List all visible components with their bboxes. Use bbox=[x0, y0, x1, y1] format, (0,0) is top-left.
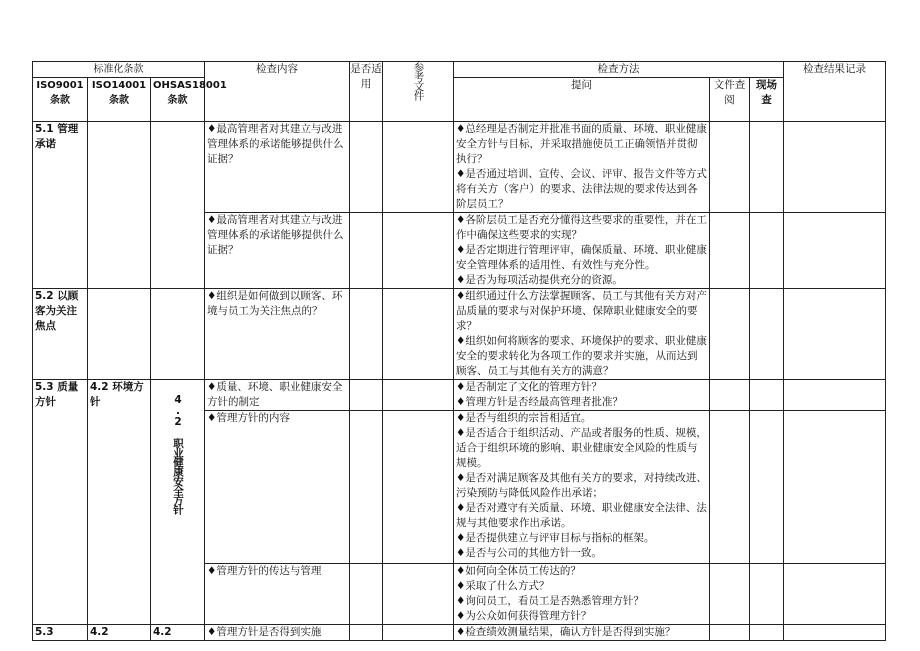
ref-doc-cell bbox=[383, 625, 454, 641]
question-item: ♦询问员工，看员工是否熟悉管理方针？ bbox=[456, 595, 644, 607]
check-content: ♦最高管理者对其建立与改进管理体系的承诺能够提供什么证据？ bbox=[205, 122, 350, 213]
iso9001-clause: 5.3 质量方针 bbox=[33, 380, 88, 625]
ref-doc-cell bbox=[383, 213, 454, 289]
iso9001-clause: 5.1 管理承诺 bbox=[33, 122, 88, 289]
ref-doc-cell bbox=[383, 289, 454, 380]
check-content: ♦管理方针的传达与管理 bbox=[205, 564, 350, 625]
result-cell bbox=[784, 564, 886, 625]
site-review-cell bbox=[750, 122, 784, 213]
ohsas-clause bbox=[151, 289, 205, 380]
site-review-cell bbox=[750, 625, 784, 641]
question-item: ♦是否通过培训、宣传、会议、评审、报告文件等方式将有关方（客户）的要求、法律法规的要求传达到各阶层员工？ bbox=[456, 168, 707, 210]
applicable-cell bbox=[350, 625, 383, 641]
question-item: ♦是否为每项活动提供充分的资源。 bbox=[456, 274, 623, 286]
audit-checklist-table bbox=[32, 61, 886, 641]
check-content: ♦最高管理者对其建立与改进管理体系的承诺能够提供什么证据？ bbox=[205, 213, 350, 289]
check-method-header: 检查方法 bbox=[454, 62, 784, 78]
iso9001-clause: 5.2 以顾客为关注焦点 bbox=[33, 289, 88, 380]
question-item: ♦是否对满足顾客及其他有关方的要求，对持续改进、污染预防与降低风险作出承诺； bbox=[456, 472, 707, 499]
question-cell bbox=[454, 122, 710, 213]
ohsas-clause: 4.2 bbox=[151, 625, 205, 641]
ref-doc-cell bbox=[383, 564, 454, 625]
question-item: ♦是否定期进行管理评审，确保质量、环境、职业健康安全管理体系的适用性、有效性与充分性。 bbox=[456, 244, 707, 271]
table-row bbox=[33, 380, 886, 411]
result-cell bbox=[784, 411, 886, 564]
doc-review-cell bbox=[710, 289, 750, 380]
applicable-cell bbox=[350, 380, 383, 411]
question-cell bbox=[454, 289, 710, 380]
question-item: ♦组织如何将顾客的要求、环境保护的要求、职业健康安全的要求转化为各项工作的要求并实施，从而达到顾客、员工与其他有关方的满意？ bbox=[456, 335, 707, 377]
check-content: ♦组织是如何做到以顾客、环境与员工为关注焦点的？ bbox=[205, 289, 350, 380]
question-cell bbox=[454, 380, 710, 411]
question-item: ♦是否制定了文化的管理方针？ bbox=[456, 381, 602, 393]
result-record-header: 检查结果记录 bbox=[784, 62, 886, 122]
ref-doc-cell bbox=[383, 411, 454, 564]
question-item: ♦为公众如何获得管理方针？ bbox=[456, 610, 592, 622]
iso9001-clause: 5.3 bbox=[33, 625, 88, 641]
iso9001-header: ISO9001 条款 bbox=[33, 78, 88, 122]
iso14001-header: ISO14001 条款 bbox=[88, 78, 151, 122]
ref-doc-header: 参考文件 bbox=[383, 62, 454, 122]
result-cell bbox=[784, 625, 886, 641]
applicable-cell bbox=[350, 564, 383, 625]
question-cell bbox=[454, 213, 710, 289]
site-review-cell bbox=[750, 564, 784, 625]
question-item: ♦是否与组织的宗旨相适宜。 bbox=[456, 412, 592, 424]
question-item: ♦各阶层员工是否充分懂得这些要求的重要性，并在工作中确保这些要求的实现？ bbox=[456, 214, 707, 241]
result-cell bbox=[784, 380, 886, 411]
doc-review-cell bbox=[710, 380, 750, 411]
applicable-cell bbox=[350, 411, 383, 564]
applicable-cell bbox=[350, 122, 383, 213]
table-row bbox=[33, 289, 886, 380]
question-item: ♦总经理是否制定并批准书面的质量、环境、职业健康安全方针与目标，并采取措施使员工正确领悟并贯彻执行？ bbox=[456, 123, 707, 165]
table-row bbox=[33, 625, 886, 641]
doc-review-header: 文件查阅 bbox=[710, 78, 750, 122]
question-item: ♦是否适合于组织活动、产品或者服务的性质、规模，适合于组织环境的影响、职业健康安全风险的性质与规模。 bbox=[456, 427, 707, 469]
question-cell bbox=[454, 564, 710, 625]
iso14001-clause: 4.2 bbox=[88, 625, 151, 641]
site-review-cell bbox=[750, 411, 784, 564]
question-cell bbox=[454, 625, 710, 641]
result-cell bbox=[784, 213, 886, 289]
question-item: ♦管理方针是否经最高管理者批准？ bbox=[456, 396, 623, 408]
doc-review-cell bbox=[710, 213, 750, 289]
doc-review-cell bbox=[710, 411, 750, 564]
doc-review-cell bbox=[710, 625, 750, 641]
question-item: ♦是否提供建立与评审目标与指标的框架。 bbox=[456, 532, 655, 544]
iso14001-clause bbox=[88, 122, 151, 289]
site-review-header: 现场查 bbox=[750, 78, 784, 122]
question-item: ♦是否对遵守有关质量、环境、职业健康安全法律、法规与其他要求作出承诺。 bbox=[456, 502, 707, 529]
applicable-cell bbox=[350, 289, 383, 380]
question-item: ♦是否与公司的其他方针一致。 bbox=[456, 547, 602, 559]
question-item: ♦组织通过什么方法掌握顾客、员工与其他有关方对产品质量的要求与对保护环境、保障职业健康安全的要求？ bbox=[456, 290, 707, 332]
iso14001-clause bbox=[88, 289, 151, 380]
iso14001-clause: 4.2 环境方针 bbox=[88, 380, 151, 625]
result-cell bbox=[784, 289, 886, 380]
ref-doc-cell bbox=[383, 122, 454, 213]
applicable-cell bbox=[350, 213, 383, 289]
question-header: 提问 bbox=[454, 78, 710, 122]
ref-doc-cell bbox=[383, 380, 454, 411]
ohsas-clause bbox=[151, 122, 205, 289]
site-review-cell bbox=[750, 213, 784, 289]
result-cell bbox=[784, 122, 886, 213]
question-item: ♦检查绩效测量结果，确认方针是否得到实施？ bbox=[456, 626, 676, 638]
doc-review-cell bbox=[710, 564, 750, 625]
ohsas-header: OHSAS18001 条款 bbox=[151, 78, 205, 122]
check-content-header: 检查内容 bbox=[205, 62, 350, 122]
site-review-cell bbox=[750, 289, 784, 380]
site-review-cell bbox=[750, 380, 784, 411]
question-item: ♦采取了什么方式？ bbox=[456, 580, 550, 592]
question-item: ♦如何向全体员工传达的？ bbox=[456, 565, 581, 577]
standard-clause-header: 标准化条款 bbox=[33, 62, 205, 78]
check-content: ♦管理方针是否得到实施 bbox=[205, 625, 350, 641]
doc-review-cell bbox=[710, 122, 750, 213]
table-row bbox=[33, 122, 886, 213]
ohsas-clause: 4.2 职业健康安全方针 bbox=[151, 380, 205, 625]
check-content: ♦质量、环境、职业健康安全方针的制定 bbox=[205, 380, 350, 411]
check-content: ♦管理方针的内容 bbox=[205, 411, 350, 564]
applicable-header: 是否适用 bbox=[350, 62, 383, 122]
question-cell bbox=[454, 411, 710, 564]
